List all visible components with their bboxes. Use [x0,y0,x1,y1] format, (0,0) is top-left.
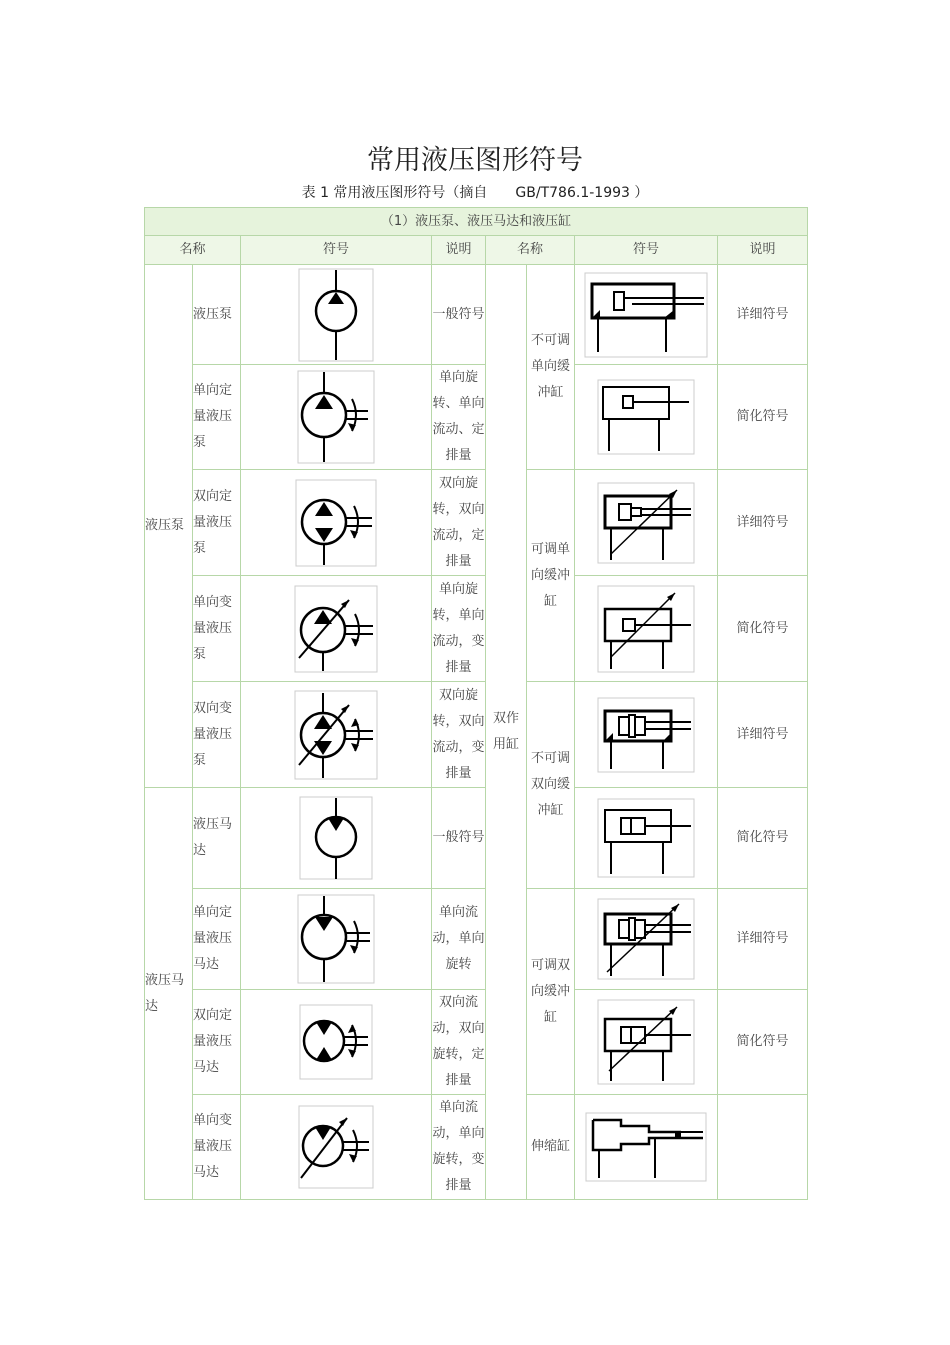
motor-bidirectional-fixed-icon [298,1003,374,1081]
cylinder-adjustable-simplified-icon [597,585,695,673]
row-desc: 单向流动，单向旋转 [432,889,486,990]
table-row [145,990,808,1095]
group-pump: 液压泵 [145,265,193,788]
right-row-desc: 详细符号 [718,889,808,990]
row-desc: 单向旋转，单向流动，变排量 [432,576,486,682]
row-desc: 双向旋转，双向流动，定排量 [432,470,486,576]
table-row [145,265,808,365]
header-symbol-right: 符号 [575,236,718,265]
row-name: 单向定量液压马达 [193,889,241,990]
right-row-desc: 简化符号 [718,365,808,470]
header-desc-left: 说明 [432,236,486,265]
group-motor: 液压马达 [145,788,193,1200]
row-desc: 单向旋转、单向流动、定排量 [432,365,486,470]
right-row-desc: 简化符号 [718,990,808,1095]
row-name: 单向定量液压泵 [193,365,241,470]
cylinder-double-cushion-simplified-icon [597,798,695,878]
header-row [145,236,808,265]
motor-unidirectional-variable-icon [297,1104,375,1190]
group-double-acting: 双作用缸 [486,265,527,1200]
page-title: 常用液压图形符号 [367,145,583,176]
table-row [145,365,808,470]
cylinder-detailed-icon [584,272,708,358]
row-name: 双向变量液压泵 [193,682,241,788]
pump-bidirectional-variable-icon [293,689,379,781]
right-row-desc: 详细符号 [718,682,808,788]
row-desc: 单向流动，单向旋转，变排量 [432,1095,486,1200]
pump-unidirectional-variable-icon [293,584,379,674]
motor-general-icon [298,795,374,881]
hydraulic-symbols-table [144,207,808,1200]
right-row-desc: 详细符号 [718,470,808,576]
header-symbol-left: 符号 [241,236,432,265]
cylinder-adjustable-double-simplified-icon [597,999,695,1085]
right-group-name: 可调双向缓冲缸 [527,889,575,1095]
row-name: 单向变量液压马达 [193,1095,241,1200]
row-desc: 一般符号 [432,265,486,365]
header-name-left: 名称 [145,236,241,265]
right-row-desc: 简化符号 [718,576,808,682]
row-name: 单向变量液压泵 [193,576,241,682]
right-row-desc: 简化符号 [718,788,808,889]
right-group-name: 可调单向缓冲缸 [527,470,575,682]
table-caption: 表 1 常用液压图形符号（摘自 GB/T786.1-1993 ） [301,185,649,201]
cylinder-simplified-icon [597,379,695,455]
right-row-desc: 详细符号 [718,265,808,365]
row-desc: 双向旋转，双向流动，变排量 [432,682,486,788]
header-name-right: 名称 [486,236,575,265]
right-group-name: 伸缩缸 [527,1095,575,1200]
cylinder-double-cushion-detailed-icon [597,697,695,773]
row-desc: 双向流动，双向旋转，定排量 [432,990,486,1095]
table-row [145,576,808,682]
pump-unidirectional-fixed-icon [296,369,376,465]
pump-bidirectional-fixed-icon [294,478,378,568]
right-row-desc [718,1095,808,1200]
cylinder-adjustable-detailed-icon [597,482,695,564]
table-row [145,889,808,990]
row-name: 液压泵 [193,265,241,365]
row-name: 液压马达 [193,788,241,889]
section-title: （1）液压泵、液压马达和液压缸 [145,208,808,236]
telescopic-cylinder-icon [585,1112,707,1182]
right-group-name: 不可调双向缓冲缸 [527,682,575,889]
pump-general-icon [297,267,375,363]
table-row [145,1095,808,1200]
row-name: 双向定量液压马达 [193,990,241,1095]
right-group-name: 不可调单向缓冲缸 [527,265,575,470]
header-desc-right: 说明 [718,236,808,265]
row-name: 双向定量液压泵 [193,470,241,576]
table-row [145,470,808,576]
table-row [145,788,808,889]
motor-unidirectional-fixed-icon [296,893,376,985]
row-desc: 一般符号 [432,788,486,889]
cylinder-adjustable-double-detailed-icon [597,898,695,980]
table-row [145,682,808,788]
